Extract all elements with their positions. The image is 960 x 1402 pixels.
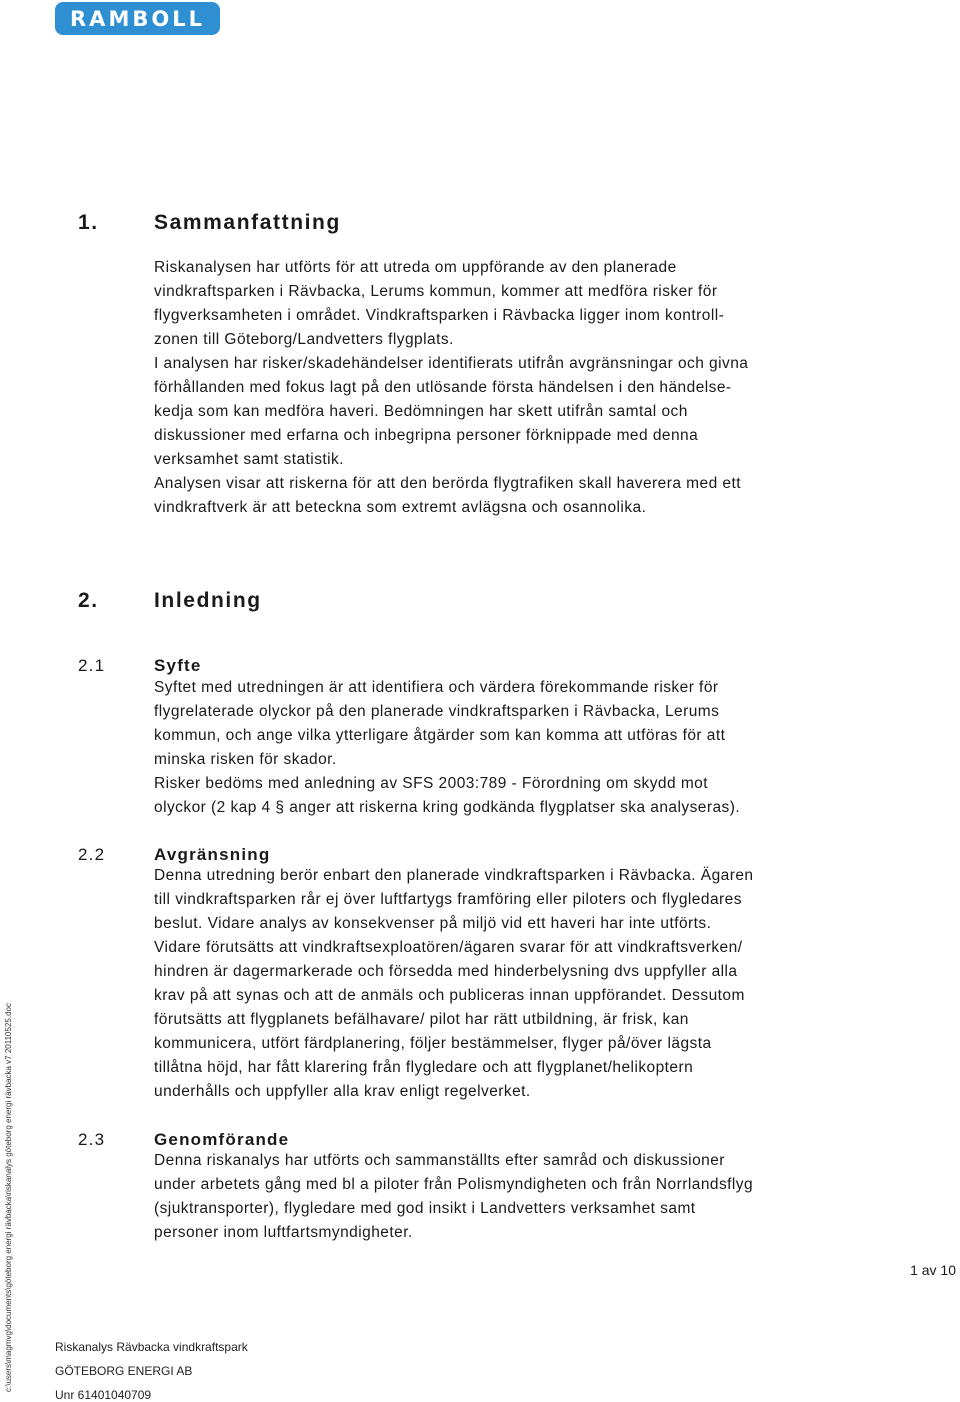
text-line: till vindkraftsparken rår ej över luftfartygs framföring eller piloters och flygledares (154, 891, 742, 908)
text-line: kommunicera, utfört färdplanering, följer bestämmelser, flyger på/över lägsta (154, 1035, 712, 1052)
ramboll-logo: RAMBOLL (55, 2, 220, 35)
section-2-1-body (154, 676, 854, 820)
text-line: flygverksamheten i området. Vindkraftsparken i Rävbacka ligger inom kontroll- (154, 307, 725, 324)
text-line: beslut. Vidare analys av konsekvenser på miljö vid ett haveri har inte utförts. (154, 915, 712, 932)
text-line: zonen till Göteborg/Landvetters flygplats. (154, 331, 454, 348)
section-title: Inledning (154, 589, 262, 612)
text-line: minska risken för skador. (154, 751, 337, 768)
text-line: Risker bedöms med anledning av SFS 2003:789 - Förordning om skydd mot (154, 775, 709, 792)
text-line: diskussioner med erfarna och inbegripna personer förknippade med denna (154, 427, 699, 444)
section-number: 1. (78, 211, 99, 234)
text-line: verksamhet samt statistik. (154, 451, 344, 468)
section-number: 2.3 (78, 1130, 106, 1149)
text-line: förhållanden med fokus lagt på den utlösande första händelsen i den händelse- (154, 379, 732, 396)
text-line: underhålls och uppfyller alla krav enligt regelverket. (154, 1083, 531, 1100)
text-line: kommun, och ange vilka ytterligare åtgärder som kan komma att utföras för att (154, 727, 726, 744)
section-2-3-body (154, 1149, 854, 1245)
text-line: Analysen visar att riskerna för att den berörda flygtrafiken skall haverera med ett (154, 475, 742, 492)
text-line: förutsätts att flygplanets befälhavare/ pilot har rätt utbildning, är frisk, kan (154, 1011, 689, 1028)
text-line: olyckor (2 kap 4 § anger att riskerna kring godkända flygplatser ska analyseras). (154, 799, 741, 816)
text-line: flygrelaterade olyckor på den planerade vindkraftsparken i Rävbacka, Lerums (154, 703, 720, 720)
text-line: kedja som kan medföra haveri. Bedömningen har skett utifrån samtal och (154, 403, 688, 420)
section-number: 2.1 (78, 656, 106, 675)
text-line: personer inom luftfartsmyndigheter. (154, 1224, 413, 1241)
text-line: under arbetets gång med bl a piloter från Polismyndigheten och från Norrlandsflyg (154, 1176, 754, 1193)
footer-company: GÖTEBORG ENERGI AB (55, 1364, 193, 1378)
text-line: Denna utredning berör enbart den planerade vindkraftsparken i Rävbacka. Ägaren (154, 867, 754, 884)
section-title: Avgränsning (154, 845, 271, 864)
file-path-sidebar: c:\users\magmvg\documents\göteborg energi rävbacka\riskanalys göteborg energi rävbacka v7 20110525.doc (4, 1003, 13, 1392)
text-line: tillåtna höjd, har fått klarering från flygledare och att flygplanet/helikoptern (154, 1059, 694, 1076)
section-2-2-body (154, 864, 854, 1104)
text-line: (sjuktransporter), flygledare med god insikt i Landvetters verksamhet samt (154, 1200, 696, 1217)
page-number: 1 av 10 (910, 1262, 956, 1278)
section-title: Genomförande (154, 1130, 290, 1149)
section-title: Sammanfattning (154, 211, 341, 234)
footer-title: Riskanalys Rävbacka vindkraftspark (55, 1340, 248, 1354)
section-number: 2.2 (78, 845, 106, 864)
text-line: Syftet med utredningen är att identifiera och värdera förekommande risker för (154, 679, 719, 696)
section-1-body (154, 256, 854, 520)
text-line: krav på att synas och att de anmäls och publiceras innan uppförandet. Dessutom (154, 987, 745, 1004)
text-line: I analysen har risker/skadehändelser identifierats utifrån avgränsningar och givna (154, 355, 749, 372)
text-line: Denna riskanalys har utförts och sammanställts efter samråd och diskussioner (154, 1152, 725, 1169)
footer-unr: Unr 61401040709 (55, 1388, 152, 1402)
section-title: Syfte (154, 656, 202, 675)
text-line: vindkraftsparken i Rävbacka, Lerums kommun, kommer att medföra risker för (154, 283, 718, 300)
section-number: 2. (78, 589, 99, 612)
text-line: Riskanalysen har utförts för att utreda om uppförande av den planerade (154, 259, 677, 276)
text-line: hindren är dagermarkerade och försedda med hinderbelysning dvs uppfyller alla (154, 963, 738, 980)
text-line: Vidare förutsätts att vindkraftsexploatören/ägaren svarar för att vindkraftsverken/ (154, 939, 743, 956)
text-line: vindkraftverk är att beteckna som extremt avlägsna och osannolika. (154, 499, 647, 516)
